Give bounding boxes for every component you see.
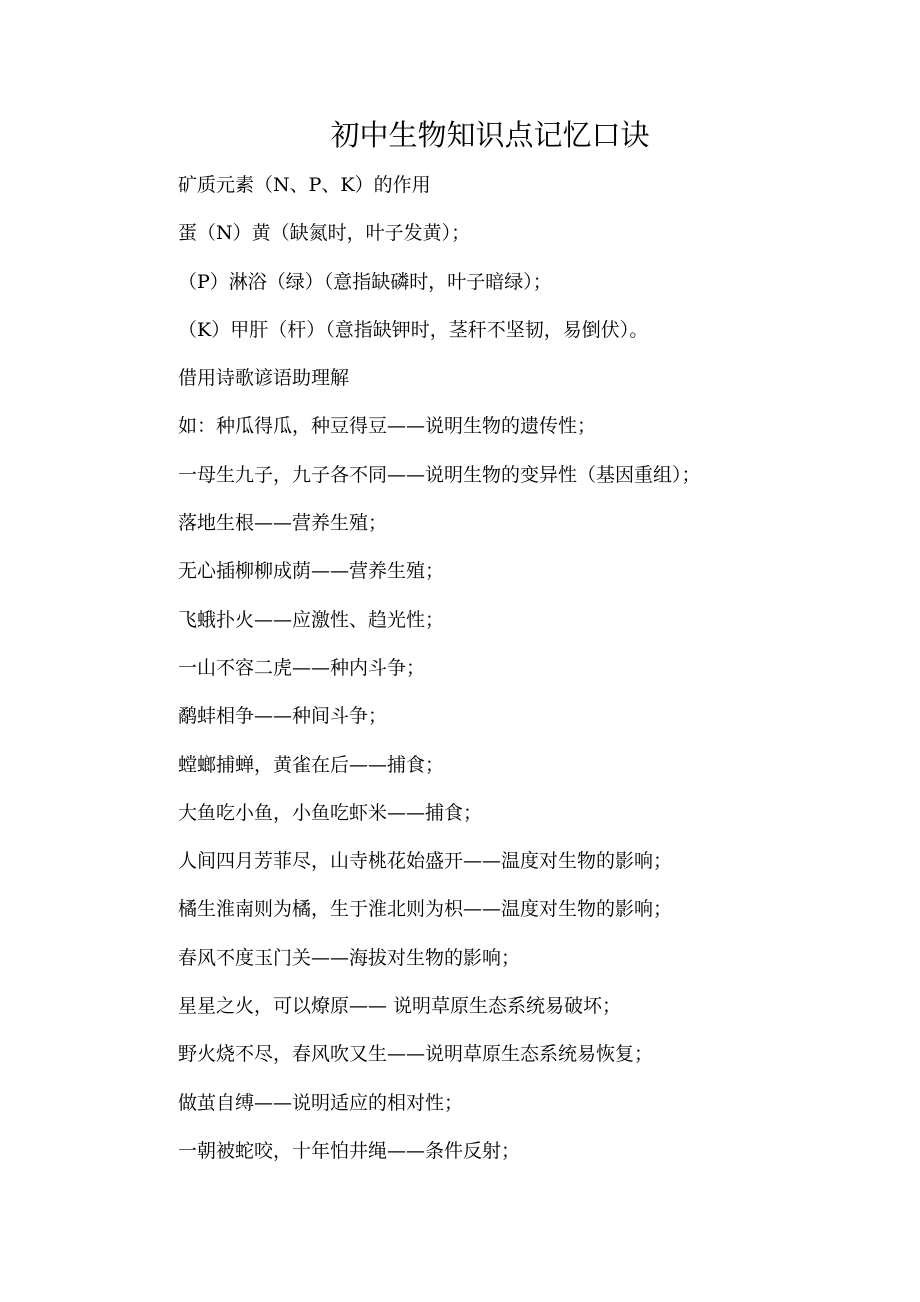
text-line: 做茧自缚——说明适应的相对性；: [178, 1091, 464, 1114]
mnemonic-list: [178, 168, 898, 1182]
text-line: 螳螂捕蝉，黄雀在后——捕食；: [178, 753, 445, 776]
text-line: 如：种瓜得瓜，种豆得豆——说明生物的遗传性；: [178, 415, 597, 438]
text-line: 星星之火，可以燎原—— 说明草原生态系统易破坏；: [178, 995, 622, 1018]
text-line: 橘生淮南则为橘，生于淮北则为枳——温度对生物的影响；: [178, 898, 673, 921]
text-line: 蛋（N）黄（缺氮时，叶子发黄）；: [178, 222, 471, 245]
text-line: 春风不度玉门关——海拔对生物的影响；: [178, 946, 521, 969]
text-line: 借用诗歌谚语助理解: [178, 367, 350, 390]
text-line: 一朝被蛇咬，十年怕井绳——条件反射；: [178, 1139, 521, 1162]
text-line: 矿质元素（N、P、K）的作用: [178, 174, 431, 196]
text-line: 鹬蚌相争——种间斗争；: [178, 705, 388, 728]
text-line: 一母生九子，九子各不同——说明生物的变异性（基因重组）；: [178, 463, 701, 486]
text-line: 大鱼吃小鱼，小鱼吃虾米——捕食；: [178, 801, 483, 824]
document-title: 初中生物知识点记忆口诀: [330, 118, 650, 152]
text-line: 飞蛾扑火——应激性、趋光性；: [178, 608, 445, 631]
text-line: 人间四月芳菲尽，山寺桃花始盛开——温度对生物的影响；: [178, 850, 673, 873]
text-line: （K）甲肝（杆）（意指缺钾时，茎秆不坚韧，易倒伏）。: [178, 318, 649, 341]
text-line: 无心插柳柳成荫——营养生殖；: [178, 560, 445, 583]
text-line: 一山不容二虎——种内斗争；: [178, 656, 426, 679]
text-line: 落地生根——营养生殖；: [178, 512, 388, 535]
text-line: （P）淋浴（绿）（意指缺磷时，叶子暗绿）；: [178, 270, 552, 293]
text-line: 野火烧不尽，春风吹又生——说明草原生态系统易恢复；: [178, 1043, 654, 1066]
